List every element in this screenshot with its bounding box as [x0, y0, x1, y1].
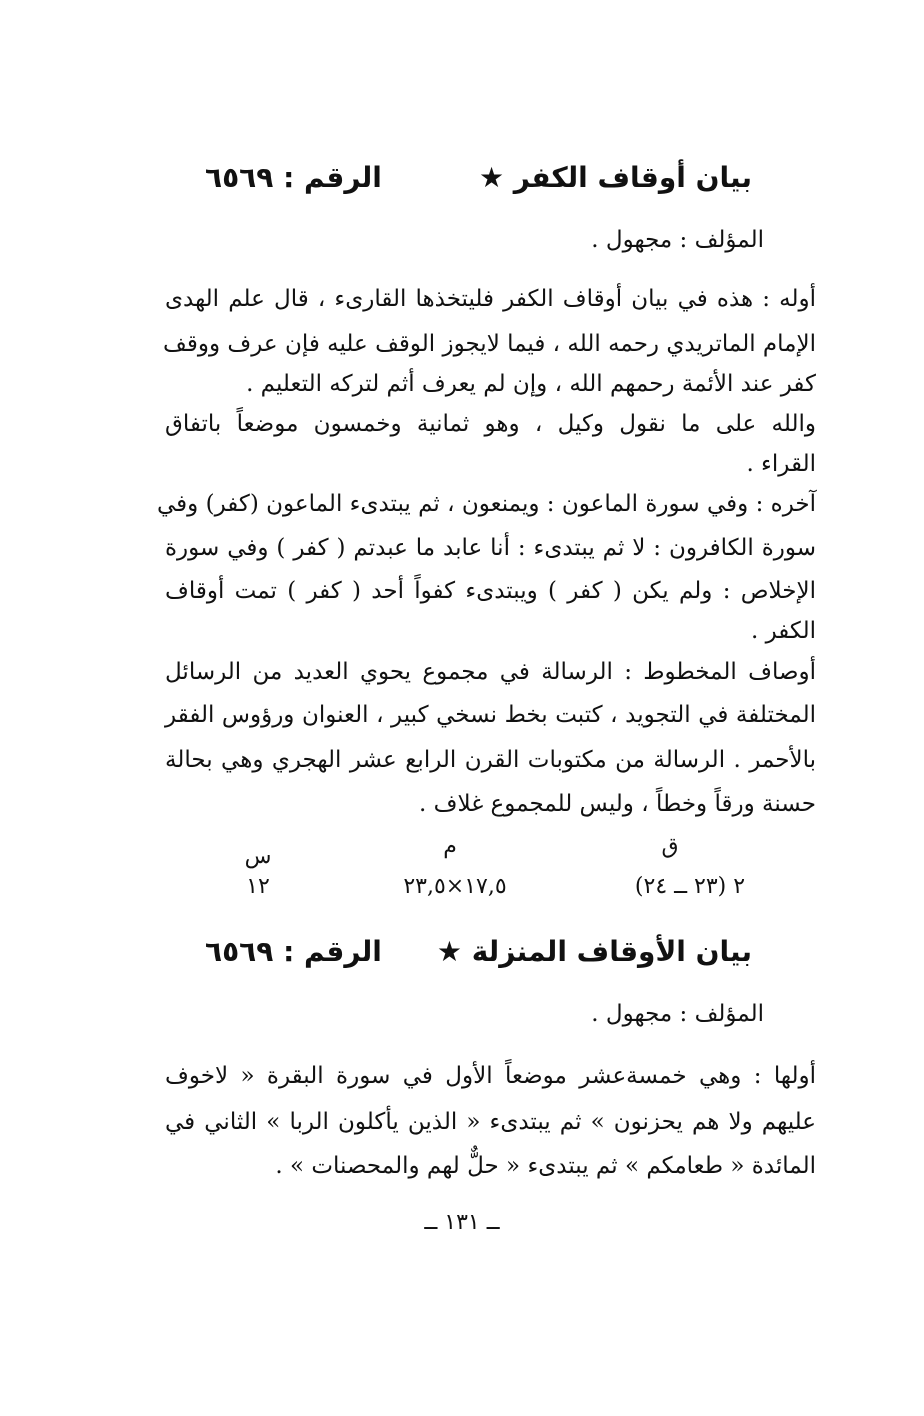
measure-value-s: ١٢ [246, 874, 270, 899]
ending-line: الإخلاص : ولم يكن ( كفر ) ويبتدىء كفواً أحد ( كفر ) تمت أوقاف [165, 578, 816, 604]
opening-line: المائدة « طعامكم » ثم يبتدىء « حلٌّ لهم والمحصنات » . [275, 1153, 816, 1179]
ending-line: الكفر . [750, 618, 816, 644]
description-line: حسنة ورقاً وخطاً ، وليس للمجموع غلاف . [419, 791, 816, 817]
opening-line: كفر عند الأئمة رحمهم الله ، وإن لم يعرف أثم لتركه التعليم . [246, 371, 816, 397]
opening-line: والله على ما نقول وكيل ، وهو ثمانية وخمسون موضعاً باتفاق [165, 411, 816, 437]
opening-line: أوله : هذه في بيان أوقاف الكفر فليتخذها القارىء ، قال علم الهدى [165, 286, 816, 312]
entry-title: بيان الأوقاف المنزلة ★ [436, 935, 752, 968]
ending-line: آخره : وفي سورة الماعون : ويمنعون ، ثم يبتدىء الماعون (كفر) وفي [157, 491, 816, 517]
author-line: المؤلف : مجهول . [591, 227, 764, 253]
measure-value-m: ١٧,٥×٢٣,٥ [403, 874, 507, 899]
page-number: ــ ١٣١ ــ [424, 1210, 500, 1235]
measure-label-m: م [443, 834, 457, 859]
description-line: بالأحمر . الرسالة من مكتوبات القرن الرابع عشر الهجري وهي بحالة [165, 747, 816, 773]
opening-line: عليهم ولا هم يحزنون » ثم يبتدىء « الذين يأكلون الربا » الثاني في [165, 1109, 816, 1135]
opening-line: القراء . [746, 451, 816, 477]
description-line: المختلفة في التجويد ، كتبت بخط نسخي كبير ، العنوان ورؤوس الفقر [165, 702, 816, 728]
entry-header [205, 156, 760, 206]
entry-header [205, 930, 760, 980]
entry-number: الرقم : ٦٥٦٩ [205, 161, 382, 194]
description-line: أوصاف المخطوط : الرسالة في مجموع يحوي العديد من الرسائل [165, 659, 816, 685]
entry-title: بيان أوقاف الكفر ★ [478, 161, 752, 194]
ending-line: سورة الكافرون : لا ثم يبتدىء : أنا عابد ما عبدتم ( كفر ) وفي سورة [165, 535, 816, 561]
author-line: المؤلف : مجهول . [591, 1001, 764, 1027]
measure-label-q: ق [661, 834, 679, 859]
opening-line: أولها : وهي خمسةعشر موضعاً الأول في سورة البقرة « لاخوف [165, 1063, 816, 1089]
entry-number: الرقم : ٦٥٦٩ [205, 935, 382, 968]
opening-line: الإمام الماتريدي رحمه الله ، فيما لايجوز الوقف عليه فإن عرف ووقف [163, 331, 816, 357]
measure-value-q: ٢ (٢٣ ــ ٢٤) [634, 874, 746, 899]
measure-label-s: س [244, 844, 272, 869]
